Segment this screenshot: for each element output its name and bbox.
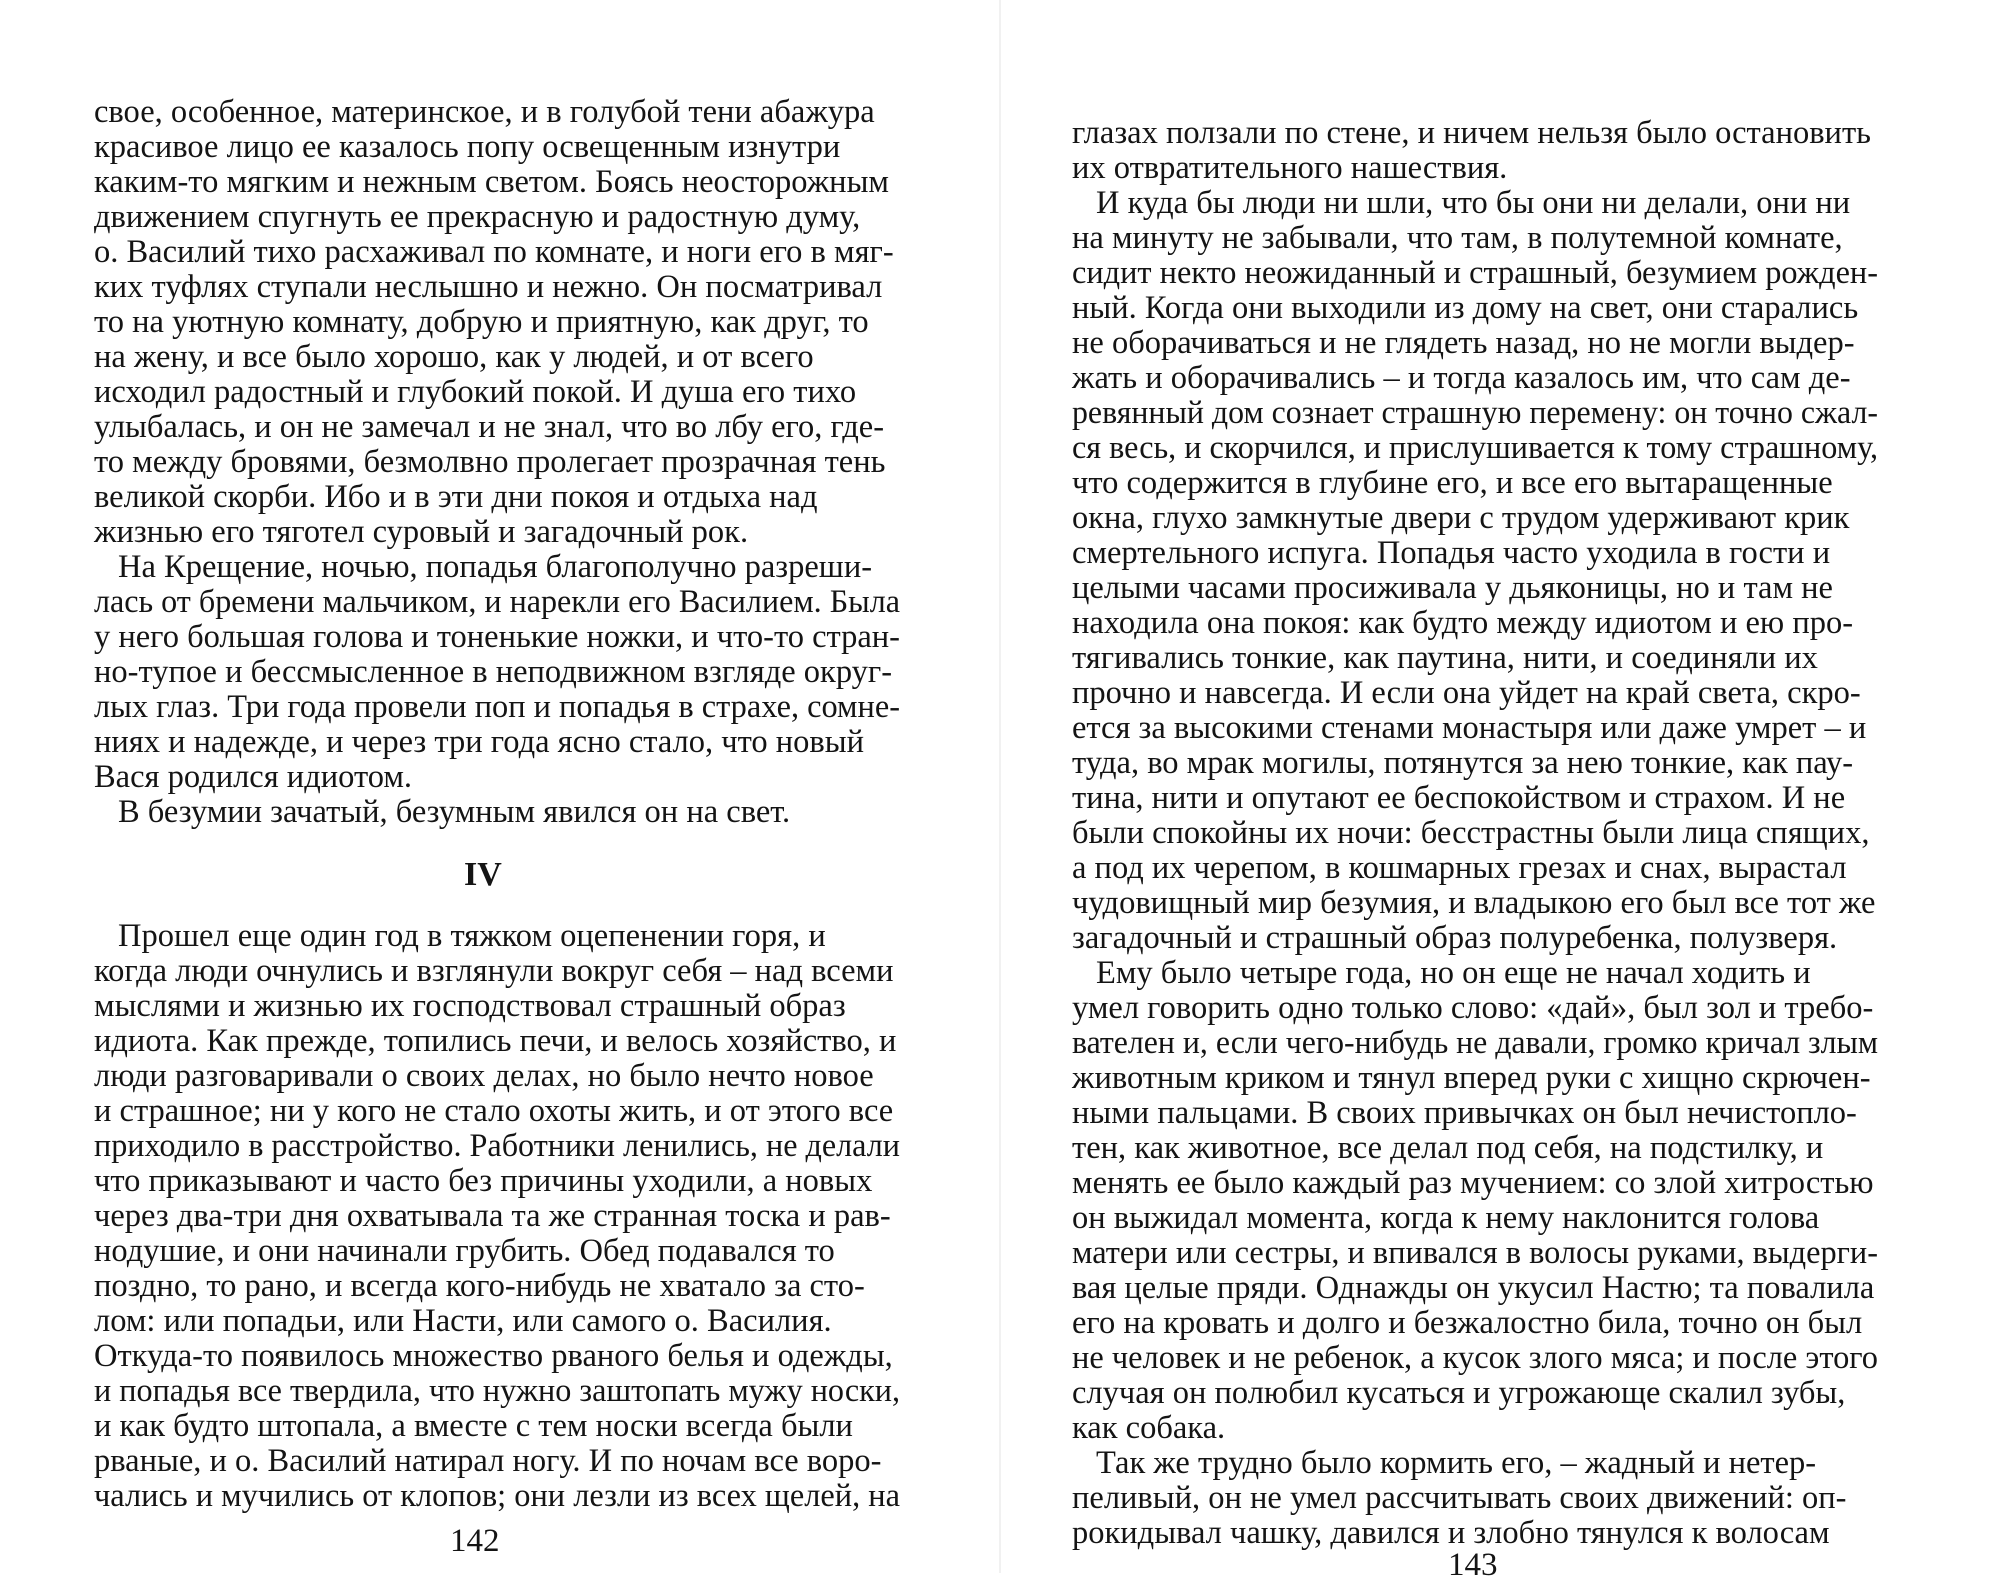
text-line: красивое лицо ее казалось попу освещенным изнутри xyxy=(94,129,841,165)
text-line: о. Василий тихо расхаживал по комнате, и ноги его в мяг- xyxy=(94,234,894,270)
text-line: Прошел еще один год в тяжком оцепенении горя, и xyxy=(118,918,826,954)
text-line: целыми часами просиживала у дьяконицы, но и там не xyxy=(1072,570,1833,606)
left-page xyxy=(0,0,1000,1573)
text-line: лась от бремени мальчиком, и нарекли его Василием. Была xyxy=(94,584,900,620)
text-line: ся весь, и скорчился, и прислушивается к тому страшному, xyxy=(1072,430,1878,466)
text-line: не человек и не ребенок, а кусок злого мяса; и после этого xyxy=(1072,1340,1878,1376)
text-line: свое, особенное, материнское, и в голубой тени абажура xyxy=(94,94,875,130)
text-line: глазах ползали по стене, и ничем нельзя было остановить xyxy=(1072,115,1871,151)
text-line: рваные, и о. Василий натирал ногу. И по ночам все воро- xyxy=(94,1443,882,1479)
text-line: на жену, и все было хорошо, как у людей, и от всего xyxy=(94,339,814,375)
text-line: были спокойны их ночи: бесстрастны были лица спящих, xyxy=(1072,815,1870,851)
text-line: что приказывают и часто без причины уходили, а новых xyxy=(94,1163,873,1199)
text-line: Ему было четыре года, но он еще не начал ходить и xyxy=(1096,955,1811,991)
text-line: не оборачиваться и не глядеть назад, но не могли выдер- xyxy=(1072,325,1855,361)
text-line: вая целые пряди. Однажды он укусил Настю; та повалила xyxy=(1072,1270,1875,1306)
text-line: И куда бы люди ни шли, что бы они ни делали, они ни xyxy=(1096,185,1851,221)
text-line: движением спугнуть ее прекрасную и радостную думу, xyxy=(94,199,861,235)
text-line: ревянный дом сознает страшную перемену: он точно сжал- xyxy=(1072,395,1878,431)
text-line: лом: или попадьи, или Насти, или самого о. Василия. xyxy=(94,1303,832,1339)
text-line: Так же трудно было кормить его, – жадный и нетер- xyxy=(1096,1445,1817,1481)
text-line: как собака. xyxy=(1072,1410,1226,1446)
text-line: тина, нити и опутают ее беспокойством и страхом. И не xyxy=(1072,780,1846,816)
text-line: ный. Когда они выходили из дому на свет, они старались xyxy=(1072,290,1859,326)
text-line: загадочный и страшный образ полуребенка, полузверя. xyxy=(1072,920,1838,956)
text-line: пеливый, он не умел рассчитывать своих движений: оп- xyxy=(1072,1480,1847,1516)
right-page xyxy=(1000,0,2000,1583)
text-line: прочно и навсегда. И если она уйдет на край света, скро- xyxy=(1072,675,1861,711)
text-line: а под их черепом, в кошмарных грезах и снах, вырастал xyxy=(1072,850,1847,886)
text-line: нодушие, и они начинали грубить. Обед подавался то xyxy=(94,1233,835,1269)
text-line: улыбалась, и он не замечал и не знал, что во лбу его, где- xyxy=(94,409,885,445)
text-line: и страшное; ни у кого не стало охоты жить, и от этого все xyxy=(94,1093,894,1129)
chapter-heading: IV xyxy=(464,856,502,893)
text-line: на минуту не забывали, что там, в полутемной комнате, xyxy=(1072,220,1843,256)
text-line: В безумии зачатый, безумным явился он на свет. xyxy=(118,794,791,830)
text-line: и как будто штопала, а вместе с тем носки всегда были xyxy=(94,1408,853,1444)
text-line: тен, как животное, все делал под себя, на подстилку, и xyxy=(1072,1130,1824,1166)
text-line: что содержится в глубине его, и все его вытаращенные xyxy=(1072,465,1833,501)
text-line: его на кровать и долго и безжалостно била, точно он был xyxy=(1072,1305,1863,1341)
text-line: ется за высокими стенами монастыря или даже умрет – и xyxy=(1072,710,1867,746)
text-line: люди разговаривали о своих делах, но было нечто новое xyxy=(94,1058,874,1094)
text-line: тягивались тонкие, как паутина, нити, и соединяли их xyxy=(1072,640,1818,676)
text-line: он выжидал момента, когда к нему наклонится голова xyxy=(1072,1200,1820,1236)
page-number: 143 xyxy=(1448,1547,1498,1583)
text-line: чались и мучились от клопов; они лезли из всех щелей, на xyxy=(94,1478,900,1514)
text-line: лых глаз. Три года провели поп и попадья в страхе, сомне- xyxy=(94,689,900,725)
text-line: то на уютную комнату, добрую и приятную, как друг, то xyxy=(94,304,869,340)
text-line: поздно, то рано, и всегда кого-нибудь не хватало за сто- xyxy=(94,1268,865,1304)
text-line: и попадья все твердила, что нужно заштопать мужу носки, xyxy=(94,1373,900,1409)
text-line: случая он полюбил кусаться и угрожающе скалил зубы, xyxy=(1072,1375,1846,1411)
text-line: то между бровями, безмолвно пролегает прозрачная тень xyxy=(94,444,886,480)
text-line: Вася родился идиотом. xyxy=(94,759,413,795)
text-line: великой скорби. Ибо и в эти дни покоя и отдыха над xyxy=(94,479,818,515)
text-line: умел говорить одно только слово: «дай», был зол и требо- xyxy=(1072,990,1874,1026)
text-line: когда люди очнулись и взглянули вокруг себя – над всеми xyxy=(94,953,894,989)
text-line: жать и оборачивались – и тогда казалось им, что сам де- xyxy=(1072,360,1851,396)
text-line: рокидывал чашку, давился и злобно тянулся к волосам xyxy=(1072,1515,1830,1551)
text-line: находила она покоя: как будто между идиотом и ею про- xyxy=(1072,605,1854,641)
text-line: ными пальцами. В своих привычках он был нечистопло- xyxy=(1072,1095,1857,1131)
text-line: туда, во мрак могилы, потянутся за нею тонкие, как пау- xyxy=(1072,745,1854,781)
text-line: но-тупое и бессмысленное в неподвижном взгляде округ- xyxy=(94,654,893,690)
text-line: жизнью его тяготел суровый и загадочный рок. xyxy=(94,514,749,550)
page-number: 142 xyxy=(450,1523,500,1559)
text-line: чудовищный мир безумия, и владыкою его был все тот же xyxy=(1072,885,1876,921)
text-line: Откуда-то появилось множество рваного белья и одежды, xyxy=(94,1338,893,1374)
text-line: у него большая голова и тоненькие ножки, и что-то стран- xyxy=(94,619,900,655)
text-line: мыслями и жизнью их господствовал страшный образ xyxy=(94,988,846,1024)
text-line: вателен и, если чего-нибудь не давали, громко кричал злым xyxy=(1072,1025,1878,1061)
text-line: матери или сестры, и впивался в волосы руками, выдерги- xyxy=(1072,1235,1878,1271)
text-line: через два-три дня охватывала та же странная тоска и рав- xyxy=(94,1198,891,1234)
text-line: их отвратительного нашествия. xyxy=(1072,150,1508,186)
text-line: ниях и надежде, и через три года ясно стало, что новый xyxy=(94,724,864,760)
text-line: каким-то мягким и нежным светом. Боясь неосторожным xyxy=(94,164,889,200)
text-line: идиота. Как прежде, топились печи, и велось хозяйство, и xyxy=(94,1023,897,1059)
text-line: приходило в расстройство. Работники ленились, не делали xyxy=(94,1128,900,1164)
text-line: На Крещение, ночью, попадья благополучно разреши- xyxy=(118,549,873,585)
text-line: менять ее было каждый раз мучением: со злой хитростью xyxy=(1072,1165,1874,1201)
text-line: смертельного испуга. Попадья часто уходила в гости и xyxy=(1072,535,1831,571)
text-line: сидит некто неожиданный и страшный, безумием рожден- xyxy=(1072,255,1878,291)
text-line: исходил радостный и глубокий покой. И душа его тихо xyxy=(94,374,857,410)
text-line: окна, глухо замкнутые двери с трудом удерживают крик xyxy=(1072,500,1850,536)
text-line: животным криком и тянул вперед руки с хищно скрючен- xyxy=(1072,1060,1871,1096)
text-line: ких туфлях ступали неслышно и нежно. Он посматривал xyxy=(94,269,883,305)
